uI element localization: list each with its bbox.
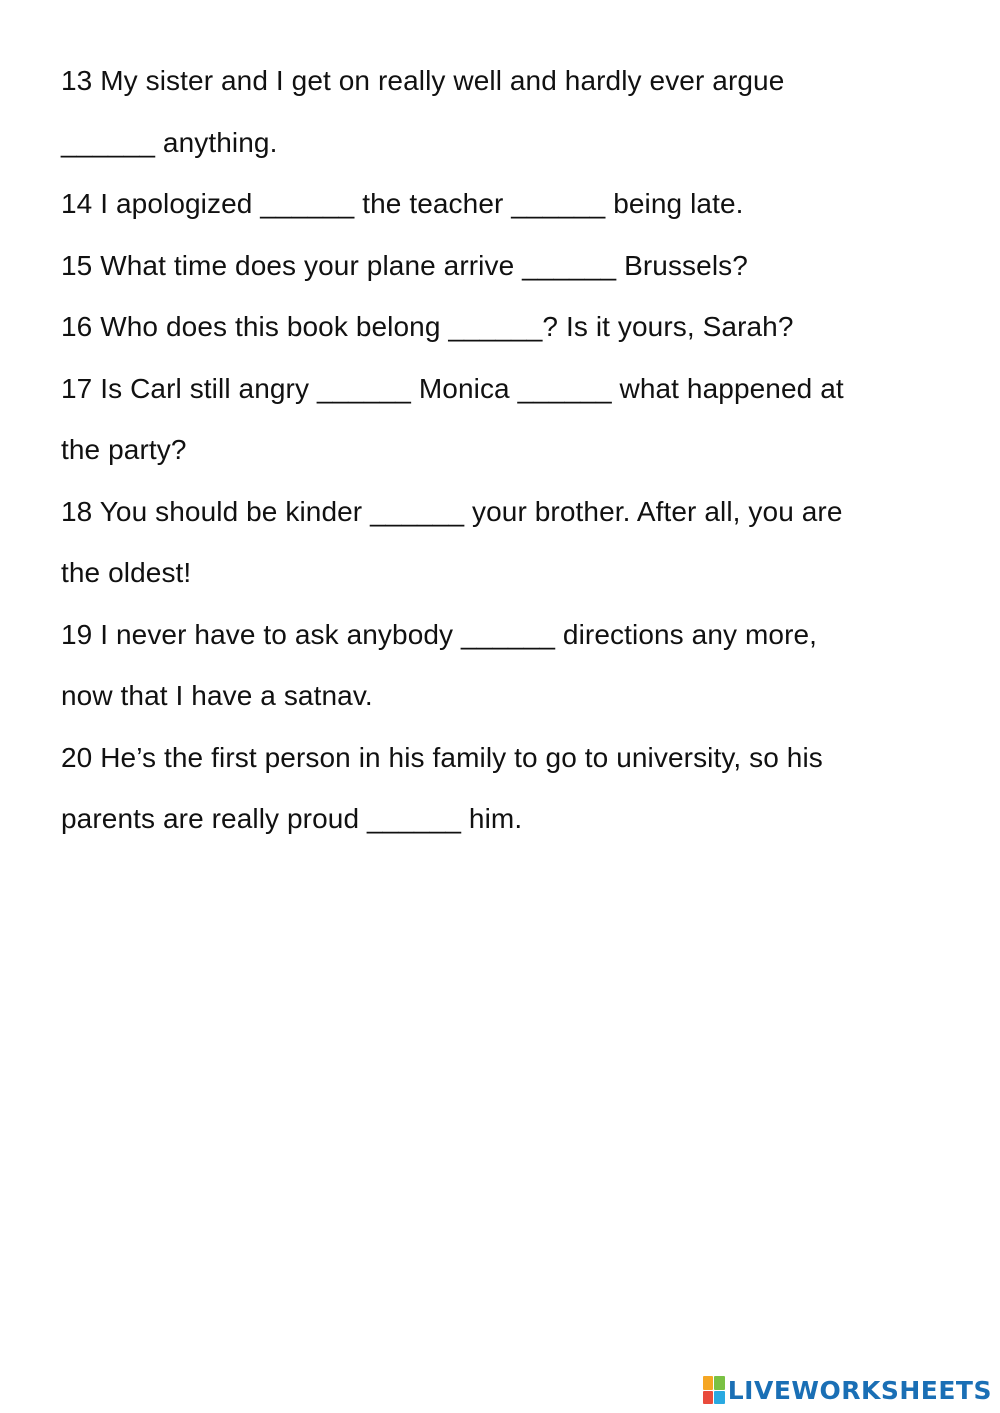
logo-square-4 — [714, 1391, 725, 1405]
question-20-line-1: 20 He’s the first person in his family to go to university, so his — [61, 742, 823, 773]
question-14: 14 I apologized ______ the teacher ______ being late. — [61, 188, 744, 219]
question-16: 16 Who does this book belong ______? Is it yours, Sarah? — [61, 311, 794, 342]
liveworksheets-watermark — [703, 1373, 992, 1407]
question-18-line-2: the oldest! — [61, 557, 192, 588]
question-20-line-2: parents are really proud ______ him. — [61, 803, 523, 834]
question-13-line-1: 13 My sister and I get on really well and hardly ever argue — [61, 65, 785, 96]
logo-square-3 — [703, 1391, 714, 1405]
question-19-line-1: 19 I never have to ask anybody ______ directions any more, — [61, 619, 818, 650]
brand-name: LIVEWORKSHEETS — [727, 1375, 992, 1405]
question-19-line-2: now that I have a satnav. — [61, 680, 373, 711]
question-13-line-2: ______ anything. — [61, 127, 278, 158]
liveworksheets-logo-icon — [703, 1376, 725, 1404]
logo-square-2 — [714, 1376, 725, 1390]
question-17-line-2: the party? — [61, 434, 187, 465]
question-15: 15 What time does your plane arrive ______ Brussels? — [61, 250, 748, 281]
logo-square-1 — [703, 1376, 714, 1390]
question-18-line-1: 18 You should be kinder ______ your brother. After all, you are — [61, 496, 843, 527]
question-17-line-1: 17 Is Carl still angry ______ Monica ______ what happened at — [61, 373, 844, 404]
